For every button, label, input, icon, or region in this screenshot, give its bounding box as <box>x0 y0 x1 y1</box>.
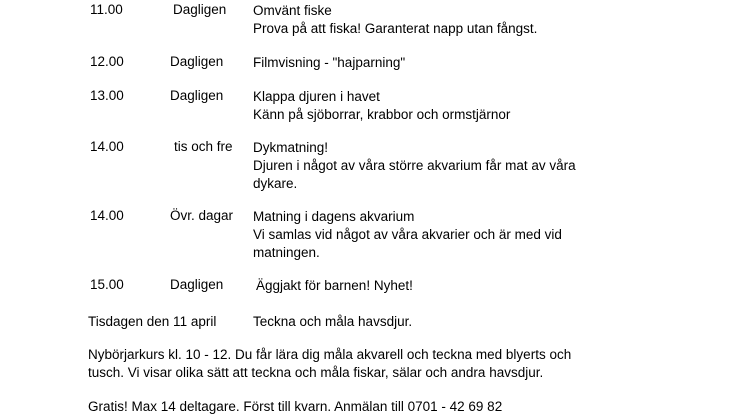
course-description <box>88 346 648 382</box>
special-title: Teckna och måla havsdjur. <box>253 314 413 329</box>
special-date: Tisdagen den 11 april <box>88 314 217 329</box>
schedule-day: Övr. dagar <box>170 208 234 223</box>
description-line: Äggjakt för barnen! Nyhet! <box>256 278 413 293</box>
schedule-description <box>253 2 633 38</box>
schedule-time: 12.00 <box>90 54 124 69</box>
description-line: Känn på sjöborrar, krabbor och ormstjärnor <box>253 107 511 122</box>
schedule-description <box>253 139 633 193</box>
schedule-description <box>253 208 633 262</box>
schedule-time: 14.00 <box>90 208 124 223</box>
description-line: Matning i dagens akvarium <box>253 209 415 224</box>
description-line: Omvänt fiske <box>253 3 332 18</box>
description-line: Vi samlas vid något av våra akvarier och är med vid <box>253 227 562 242</box>
schedule-time: 11.00 <box>90 2 123 17</box>
description-line: Filmvisning - "hajparning" <box>253 55 406 70</box>
schedule-day: Dagligen <box>173 2 227 17</box>
schedule-description <box>256 277 636 295</box>
schedule-description <box>253 54 633 72</box>
registration-info: Gratis! Max 14 deltagare. Först till kvarn. Anmälan till 0701 - 42 69 82 <box>88 399 503 414</box>
description-line: Dykmatning! <box>253 140 329 155</box>
schedule-time: 13.00 <box>90 88 124 103</box>
schedule-day: Dagligen <box>170 54 224 69</box>
description-line: dykare. <box>253 176 298 191</box>
description-line: Klappa djuren i havet <box>253 89 380 104</box>
description-line: matningen. <box>253 245 320 260</box>
course-line: tusch. Vi visar olika sätt att teckna och måla fiskar, sälar och andra havsdjur. <box>88 365 544 380</box>
schedule-day: Dagligen <box>170 277 224 292</box>
description-line: Djuren i något av våra större akvarium får mat av våra <box>253 158 576 173</box>
description-line: Prova på att fiska! Garanterat napp utan fångst. <box>253 21 538 36</box>
schedule-time: 14.00 <box>90 139 124 154</box>
schedule-day: tis och fre <box>174 139 233 154</box>
schedule-description <box>253 88 633 124</box>
schedule-time: 15.00 <box>90 277 124 292</box>
course-line: Nybörjarkurs kl. 10 - 12. Du får lära dig måla akvarell och teckna med blyerts och <box>88 347 572 362</box>
schedule-day: Dagligen <box>170 88 224 103</box>
